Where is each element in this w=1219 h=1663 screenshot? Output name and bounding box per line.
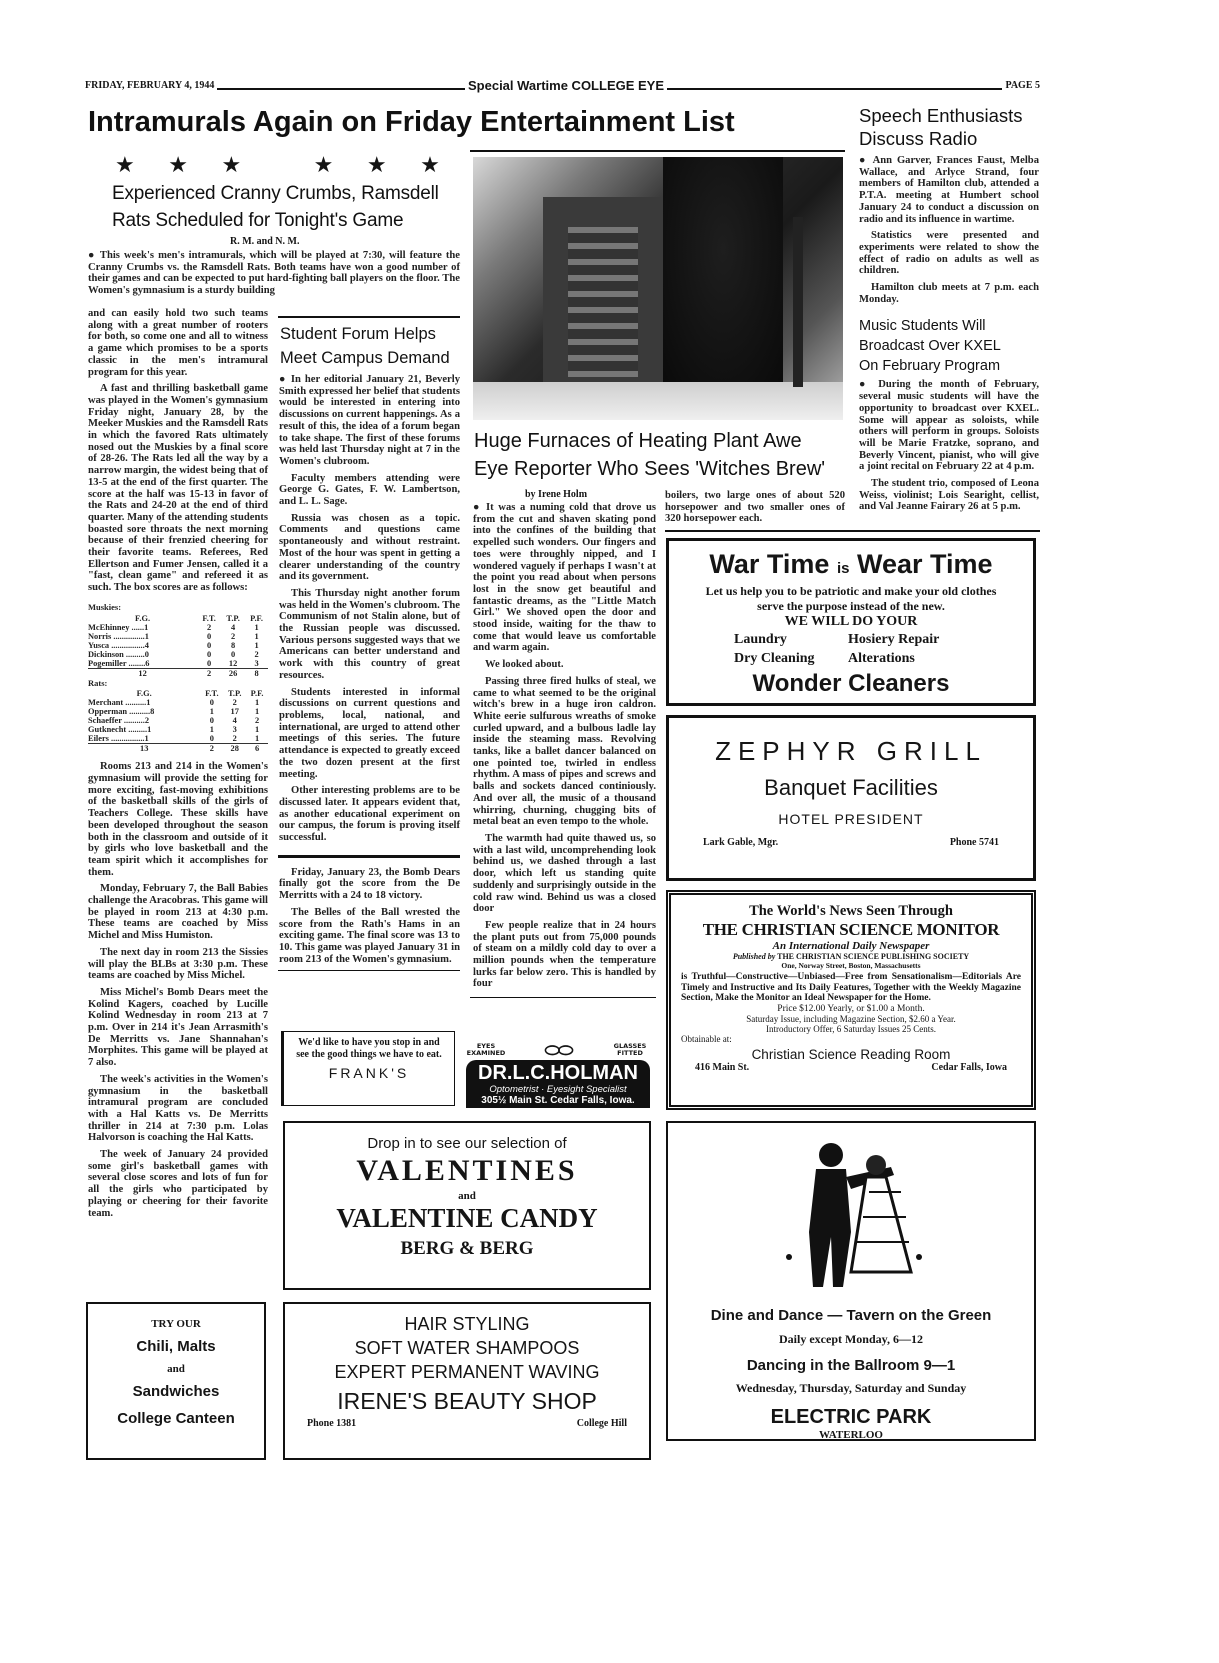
paragraph: boilers, two large ones of about 520 horsepower and two smaller ones of 320 horsepower each. xyxy=(665,490,845,525)
subheadline-line-2: Rats Scheduled for Tonight's Game xyxy=(112,210,404,231)
lead-text: of February, several music students will have the opportunity to broadcast over KXEL. Some will appear as soloists, while others will perform in groups. Soloists will be Marie Fratzke, soprano, and Beverly Vincent, pianist, who will give a joint recital on February 22 at 4 p.m. xyxy=(859,379,1039,473)
paragraph: We looked about. xyxy=(485,659,564,671)
stat-cell: 12 xyxy=(228,658,238,668)
ad-text: Let us help you to be patriotic and make your old clothes xyxy=(705,584,997,598)
subheadline-line-1: Experienced Cranny Crumbs, Ramsdell xyxy=(112,183,439,204)
eyeglasses-icon: ⬭⬭ xyxy=(544,1039,572,1061)
ad-text: TRY OUR xyxy=(151,1318,201,1330)
ad-title: Dancing in the Ballroom 9—1 xyxy=(746,1357,956,1374)
player-cell: Eilers ................1 xyxy=(88,734,149,744)
ad-phone: Phone 5741 xyxy=(949,837,999,848)
ad-item: Chili, Malts xyxy=(136,1338,216,1355)
furnace-headline-line-2: Eye Reporter Who Sees 'Witches Brew' xyxy=(474,458,826,480)
paragraph: The week's activities in the Women's gymnasium in the basketball intramural program are concluded with a Hal Katts vs. De Merritts thriller in 214 at 7:30 p.m. Lolas Halvorson is coaching the Hal Katts. xyxy=(88,1073,268,1144)
stat-cell: 2 xyxy=(254,716,260,726)
zephyr-grill-ad xyxy=(666,715,1036,881)
ad-text: Drop in to see our selection of xyxy=(367,1135,567,1152)
ad-business-name: Wonder Cleaners xyxy=(752,670,950,697)
paragraph: Students interested in informal discussions on current questions and problems, local, national, and international, are urged to attend other meetings of this series. The future attendance is expected to greatly exceed the two dozen present at the first meeting. xyxy=(279,686,460,780)
paragraph: Hamilton club meets at 7 p.m. each Monday. xyxy=(859,282,1039,305)
stat-cell: 1 xyxy=(254,734,260,744)
paragraph: Russia was chosen as a topic. Comments and questions came spontaneously and without restraint. Most of the hour was spent in getting a clearer understanding of the country and its government. xyxy=(279,512,460,583)
service-dry-cleaning: Dry Cleaning xyxy=(734,651,815,666)
table-row xyxy=(88,623,268,632)
service-laundry: Laundry xyxy=(734,632,787,647)
total-cell: 8 xyxy=(245,668,268,678)
total-cell: 2 xyxy=(200,744,223,754)
music-article xyxy=(859,379,1039,518)
furnace-byline: by Irene Holm xyxy=(525,489,588,500)
stat-cell: 2 xyxy=(254,649,259,659)
lead-bold: Ann Garver, Frances Faust, xyxy=(872,155,1006,166)
ad-text: One, Norway Street, Boston, Massachusetts xyxy=(781,961,921,970)
page-number: PAGE 5 xyxy=(1002,80,1040,91)
stat-cell: 3 xyxy=(232,725,237,735)
ad-text: Daily except Monday, 6—12 xyxy=(779,1332,923,1346)
ad-text: Optometrist · Eyesight Specialist xyxy=(489,1084,627,1095)
christian-science-monitor-ad xyxy=(666,890,1036,1110)
paragraph: The week of January 24 provided some girl's basketball games with several close scores and lots of fun for all the girls who participated by playing or cheering for their favorite team. xyxy=(88,1149,268,1219)
paragraph: This Thursday night another forum was held in the Women's clubroom. The Communism of not Stalin alone, but of the Russian people was discussed. Various persons suggested ways that we Americans can better understand and work with this country of great resources. xyxy=(279,587,460,681)
total-cell: 6 xyxy=(246,744,268,754)
box-scores xyxy=(88,602,268,753)
lead-bold: During the month xyxy=(878,379,970,391)
box-score-team: Muskies: xyxy=(88,601,122,612)
wonder-cleaners-ad xyxy=(666,538,1036,706)
ad-location: College Hill xyxy=(576,1418,627,1429)
ad-title: Dine and Dance — Tavern on the Green xyxy=(710,1307,992,1324)
box-score-team: Rats: xyxy=(88,677,108,688)
stat-cell: 0 xyxy=(207,649,212,659)
subheadline xyxy=(112,180,439,234)
stat-cell: 2 xyxy=(207,622,212,632)
furnace-headline xyxy=(474,427,825,483)
music-headline-line-3: On February Program xyxy=(859,358,1001,375)
speech-headline-line-2: Discuss Radio xyxy=(859,128,978,149)
college-canteen-ad xyxy=(86,1302,266,1460)
paragraph: Rooms 213 and 214 in the Women's gymnasium will provide the setting for more exciting, fast-moving exhibitions of the basketball skills of the girls of Teachers College. These skills have been developed throughout the season both in the classroom and outside of it by girls who love basketball and the team spirit which it accomplishes for them. xyxy=(88,761,268,878)
forum-headline-line-2: Meet Campus Demand xyxy=(280,349,450,367)
ad-text: and xyxy=(458,1190,476,1202)
stat-cell: 0 xyxy=(209,734,214,744)
franks-ad xyxy=(281,1031,455,1106)
column-header: T.P. xyxy=(226,613,240,623)
stat-cell: 1 xyxy=(254,622,259,632)
lead-text: which will be played at 7:30, will feature the Cranny Crumbs vs. the Ramsdell Rats. Both teams have won a good number of their games and can be expected to put hard-fighting ball players on the floor. The Women's gymnasium is a sturdy building xyxy=(88,250,460,297)
paragraph: The warmth had quite thawed us, so with a last wild, uncomprehending look behind us, we dashed through a last door, which left us standing quite suddenly and surprisingly outside in the cold raw wind. Behind us was a closed door xyxy=(473,832,656,915)
paragraph: The next day in room 213 the Sissies will play the BLBs at 3:30 p.m. These teams are coached by Miss Michel. xyxy=(88,946,268,982)
ad-text: and xyxy=(167,1363,185,1375)
ad-city: WATERLOO xyxy=(819,1429,883,1441)
stat-cell: 0 xyxy=(231,649,236,659)
speech-headline xyxy=(859,104,1039,150)
ad-title-2: Wear Time xyxy=(857,549,993,579)
column-header: T.P. xyxy=(227,689,242,699)
table-row xyxy=(88,734,268,744)
stat-cell: 0 xyxy=(207,658,212,668)
box-score-table xyxy=(88,689,268,753)
ad-title: VALENTINES xyxy=(356,1154,578,1187)
ad-text: An International Daily Newspaper xyxy=(772,940,930,952)
electric-park-ad xyxy=(666,1121,1036,1441)
paragraph: Monday, February 7, the Ball Babies challenge the Aracobras. This game will be played in room 213 at 4:30 p.m. These teams are coached by Miss Michel and Miss Humiston. xyxy=(88,883,268,942)
forum-article xyxy=(278,374,460,849)
irenes-beauty-shop-ad xyxy=(283,1302,651,1460)
paragraph: A fast and thrilling basketball game was played in the Women's gymnasium Friday night, January 28, by the Meeker Muskies and the Ramsdell Rats in which the favored Rats ultimately nosed out the Muskies by a final score of 28-26. The Rats led all the way by a narrow margin, the widest being that of 13-5 at the end of the first quarter. The score at the half was 15-13 in favor of the Rats and 24-20 at the end of third quarter. Many of the attending students boasted sore throats the next morning because of their frenzied cheering for their favorite teams. Referees, Red Ellertson and Fumer Jensen, called it a "fast, clean game" and refereed it as such. The box scores are as follows: xyxy=(88,383,268,594)
ad-text: WE WILL DO YOUR xyxy=(784,614,918,629)
player-cell: Opperman ..........8 xyxy=(88,707,155,717)
ad-title: War Time xyxy=(709,549,830,579)
stat-cell: 1 xyxy=(254,725,260,735)
ad-text: GLASSES FITTED xyxy=(613,1042,647,1057)
ad-business-name: DR.L.C.HOLMAN xyxy=(478,1062,638,1084)
ad-location: Christian Science Reading Room xyxy=(751,1046,951,1062)
ad-price: Price $12.00 Yearly, or $1.00 a Month. xyxy=(777,1003,925,1014)
left-column xyxy=(86,308,268,1460)
music-headline-line-1: Music Students Will xyxy=(859,318,986,335)
lead-text: Melba Wallace, and Arlyce Strand, four members of Hamilton club, attended a P.T.A. meeting at Humbert school January 24 to conduct a discussion on radio and its influence in wartime. xyxy=(859,155,1039,225)
paper-title: Special Wartime COLLEGE EYE xyxy=(465,78,667,93)
stat-cell: 1 xyxy=(209,707,214,717)
box-score-table xyxy=(88,614,268,678)
ad-text: is Truthful—Constructive—Unbiased—Free from Sensationalism—Editorials Are Timely and Instructive and Its Daily Features, Together with the Weekly Magazine Section, Make the Monitor an Ideal Newspaper for the Home. xyxy=(681,972,1021,1003)
right-column xyxy=(859,104,1039,518)
furnace-headline-line-1: Huge Furnaces of Heating Plant Awe xyxy=(474,430,802,452)
ad-text: SOFT WATER SHAMPOOS xyxy=(354,1338,580,1358)
player-cell: Dickinson .........0 xyxy=(88,649,149,659)
byline: R. M. and N. M. xyxy=(230,236,300,247)
ad-text: Published by xyxy=(732,952,776,961)
ad-text: Wednesday, Thursday, Saturday and Sunday xyxy=(735,1381,967,1395)
total-cell: 28 xyxy=(223,744,246,754)
divider xyxy=(278,855,460,858)
paragraph: Miss Michel's Bomb Dears meet the Kolind Kagers, coached by Lucille Kolind Wednesday in room 213 at 7 p.m. Over in 214 it's Jean Arrasmith's De Merritts vs. Jane Shannahan's Morphites. This game will be played at 7 also. xyxy=(88,986,268,1069)
divider xyxy=(470,150,845,152)
furnace-article xyxy=(466,502,656,995)
furnace-column xyxy=(466,502,656,1110)
ad-business-name: IRENE'S BEAUTY SHOP xyxy=(337,1388,597,1414)
stat-cell: 2 xyxy=(231,631,236,641)
dancing-couple-illustration xyxy=(751,1137,951,1297)
ad-text: THE CHRISTIAN SCIENCE PUBLISHING SOCIETY xyxy=(777,952,970,961)
paragraph: Passing three fired hulks of steal, we came to what seemed to be the original witch's brew in a huge iron caldron. White eerie sulfurous wreaths of smoke curled upward, and a bulbous ladle lay inside the steaming mass. Revolving tanks, like a ballet dancer balanced on one pointed toe, twirled in endless rhythm. A mass of pipes and screws and balls and sockets danced continiously. And over all, the music of a thousand whirring, churning, chugging bits of metal beat an even tempo to the whole. xyxy=(473,675,656,828)
ad-title: VALENTINE CANDY xyxy=(336,1203,598,1233)
forum-column xyxy=(278,316,460,1106)
table-row xyxy=(88,650,268,659)
table-row xyxy=(88,632,268,641)
ad-business-name: College Canteen xyxy=(117,1410,235,1427)
paragraph: The Belles of the Ball wrested the score from the Rath's Hams in an exciting game. The final score was 13 to 10. This game was played January 31 in room 213 of the Women's gymnasium. xyxy=(279,906,460,965)
intramurals-column xyxy=(86,308,268,1224)
ad-text: HAIR STYLING xyxy=(404,1314,530,1334)
ad-text: serve the purpose instead of the new. xyxy=(757,599,945,613)
stat-cell: 1 xyxy=(254,631,259,641)
divider xyxy=(278,970,460,971)
intramurals-lead xyxy=(88,250,460,302)
column-header: P.F. xyxy=(250,689,264,699)
stat-cell: 1 xyxy=(254,707,260,717)
player-cell: Pogemiller ........6 xyxy=(88,658,150,668)
service-hosiery: Hosiery Repair xyxy=(848,632,940,647)
divider xyxy=(470,997,656,998)
stat-cell: 0 xyxy=(207,640,212,650)
ad-item: Sandwiches xyxy=(132,1383,220,1400)
lead-text: January 21, Beverly Smith expressed her belief that students would be interested in entering into discussions on current happenings. As a result of this, the idea of a forum began to take shape. The first of these forums was held last Thursday night at 7 in the Women's clubroom. xyxy=(279,374,460,467)
ad-title-is: is xyxy=(836,560,850,577)
ad-text: EYES EXAMINED xyxy=(466,1042,506,1057)
player-cell: McEhinney ......1 xyxy=(88,622,149,632)
player-cell: Yusca ................4 xyxy=(88,640,149,650)
divider xyxy=(665,530,1040,532)
stat-cell: 0 xyxy=(209,716,214,726)
total-cell: 12 xyxy=(88,668,197,678)
ad-text: The World's News Seen Through xyxy=(749,903,953,919)
ad-text: EXPERT PERMANENT WAVING xyxy=(334,1362,600,1382)
column-header: F.T. xyxy=(205,689,219,699)
lead-bold: This week's men's intramurals, xyxy=(99,250,246,261)
stat-cell: 1 xyxy=(254,640,259,650)
ad-price: Saturday Issue, including Magazine Section, $2.60 a Year. xyxy=(746,1013,956,1024)
paragraph: Statistics were presented and experiments were related to show the effect of radio on adults as well as children. xyxy=(859,230,1039,277)
ad-phone: Phone 1381 xyxy=(307,1418,357,1429)
ad-address: 416 Main St. xyxy=(695,1061,750,1073)
forum-headline xyxy=(280,322,460,370)
masthead xyxy=(85,80,1040,96)
lead-continued: and can easily hold two such teams along with a great number of rooters for both, so come one and all to witness a game which promises to be a sports classic in the men's intramural program for this year. xyxy=(88,308,268,378)
ad-business-name: ELECTRIC PARK xyxy=(770,1406,932,1428)
paragraph: Faculty members attending were George G. Gates, F. W. Lambertson, and L. L. Sage. xyxy=(279,472,460,508)
paragraph: Few people realize that in 24 hours the plant puts out from 75,000 pounds of steam on a mildly cold day to over a million pounds when the temperature lurks far below zero. This is handled by four xyxy=(473,919,656,990)
music-headline xyxy=(859,316,1039,376)
lead-bold: In her editorial xyxy=(290,374,363,385)
ad-manager: Lark Gable, Mgr. xyxy=(703,837,779,848)
table-row xyxy=(88,725,268,734)
table-row xyxy=(88,641,268,650)
issue-date: FRIDAY, FEBRUARY 4, 1944 xyxy=(85,80,217,91)
ad-text: We'd like to have you stop in and see the good things we have to eat. xyxy=(296,1037,442,1060)
ad-city: Cedar Falls, Iowa xyxy=(931,1061,1007,1073)
stat-cell: 2 xyxy=(232,734,237,744)
column-header: F.G. xyxy=(136,689,152,699)
stars-ornament: ★ ★ ★ ★ ★ ★ xyxy=(115,152,454,177)
ad-business-name: ZEPHYR GRILL xyxy=(715,736,987,766)
player-cell: Schaeffer ..........2 xyxy=(88,716,150,726)
heating-plant-photo xyxy=(473,157,843,420)
stat-cell: 1 xyxy=(254,698,260,708)
paragraph: ● It was a numing cold that drove us from the cut and shaven skating pond into the confines of the building that expelled such wonders. Our fingers and toes were throughly nipped, and I wondered vaguely if perhaps I wasn't at the point you read about when persons lost in the snow get beautiful and fantastic dreams, as the "Little Match Girl." We shoved open the door and stood inside, waiting for the thaw to come that would leave us comfortable and warm again. xyxy=(473,502,656,654)
stat-cell: 17 xyxy=(230,707,239,717)
music-headline-line-2: Broadcast Over KXEL xyxy=(859,338,1001,355)
stat-cell: 4 xyxy=(231,622,236,632)
furnace-continued xyxy=(665,490,845,530)
stat-cell: 1 xyxy=(209,725,214,735)
stat-cell: 8 xyxy=(231,640,236,650)
ad-tagline: Banquet Facilities xyxy=(764,775,938,800)
stat-cell: 0 xyxy=(207,631,212,641)
service-alterations: Alterations xyxy=(848,651,915,666)
player-cell: Norris ...............1 xyxy=(88,631,149,641)
stat-cell: 2 xyxy=(232,698,237,708)
ad-price: Introductory Offer, 6 Saturday Issues 25 Cents. xyxy=(766,1023,936,1034)
player-cell: Merchant ..........1 xyxy=(88,698,151,708)
stat-cell: 0 xyxy=(209,698,214,708)
total-cell: 2 xyxy=(197,668,221,678)
ad-address: 305½ Main St. Cedar Falls, Iowa. xyxy=(481,1095,635,1106)
ad-title: THE CHRISTIAN SCIENCE MONITOR xyxy=(702,920,1000,939)
totals-row xyxy=(88,744,268,754)
stat-cell: 4 xyxy=(232,716,237,726)
ad-name: FRANK'S xyxy=(328,1065,410,1081)
berg-valentines-ad xyxy=(283,1121,651,1290)
ad-hotel: HOTEL PRESIDENT xyxy=(778,811,924,827)
speech-headline-line-1: Speech Enthusiasts xyxy=(859,105,1023,126)
main-headline: Intramurals Again on Friday Entertainment List xyxy=(88,106,735,138)
total-cell: 13 xyxy=(88,744,200,754)
table-row xyxy=(88,707,268,716)
paragraph: Other interesting problems are to be discussed later. It appears evident that, as another educational experiment on our campus, the forum is proving itself successful. xyxy=(279,785,460,844)
ad-text: Obtainable at: xyxy=(681,1033,732,1044)
stat-cell: 3 xyxy=(254,658,259,668)
forum-headline-line-1: Student Forum Helps xyxy=(280,325,436,343)
intramurals-continued xyxy=(278,867,460,971)
paragraph: Friday, January 23, the Bomb Dears finally got the score from the De Merritts with a 24 to 18 victory. xyxy=(279,866,460,902)
column-header: F.T. xyxy=(202,613,216,623)
table-row xyxy=(88,659,268,669)
ad-business-name: BERG & BERG xyxy=(400,1238,534,1259)
player-cell: Gutknecht .........1 xyxy=(88,725,152,735)
column-header: F.G. xyxy=(135,613,151,623)
table-row xyxy=(88,716,268,725)
divider xyxy=(278,316,460,318)
total-cell: 26 xyxy=(221,668,245,678)
table-row xyxy=(88,698,268,707)
holman-optometrist-ad xyxy=(466,1040,650,1110)
column-header: P.F. xyxy=(250,613,263,623)
paragraph: The student trio, composed of Leona Weiss, violinist; Lois Searight, cellist, and Val Jeanne Fairary 26 at 5 p.m. xyxy=(859,478,1039,513)
totals-row xyxy=(88,668,268,678)
speech-article xyxy=(859,155,1039,310)
